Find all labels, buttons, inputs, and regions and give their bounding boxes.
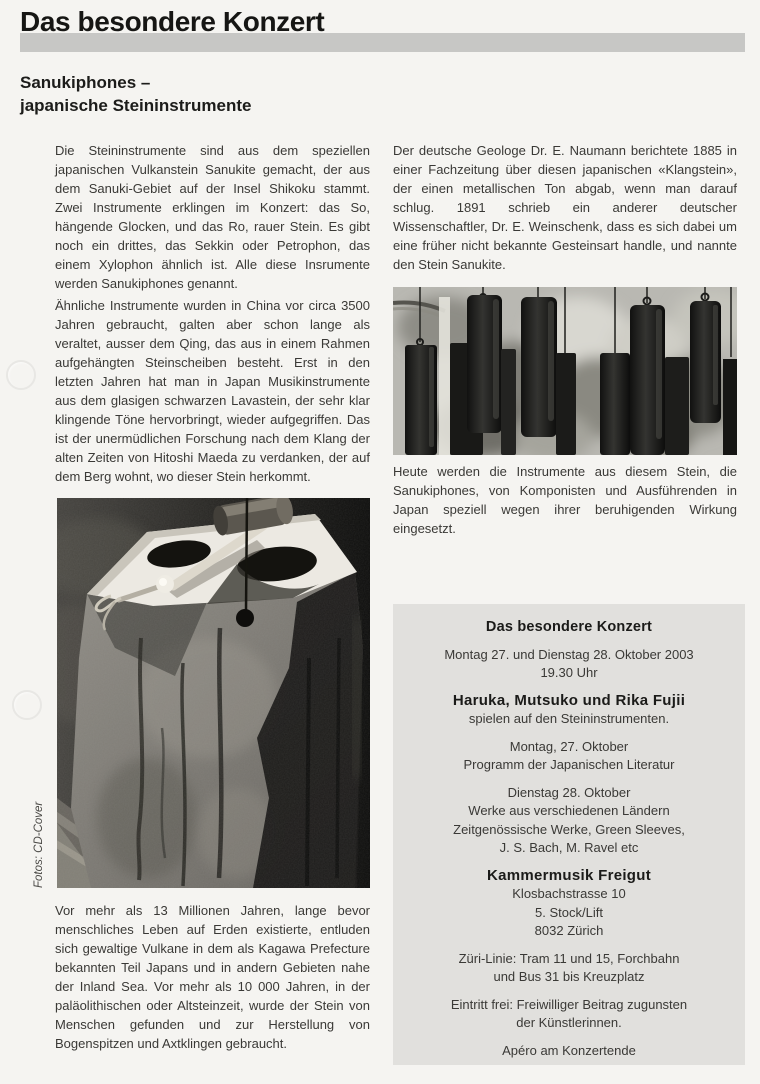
right-paragraph-1: Der deutsche Geologe Dr. E. Naumann berichtete 1885 in einer Fachzeitung über diesen japanischen «Klangstein», der einen metallischen Ton abgab, wenn man darauf schlug. 1891 schrieb ein anderer deutscher Wissenschaftler, Dr. E. Weinschenk, dass es sich dabei um eine früher nicht bekannte Gesteinsart handle, und nannte den Stein Sanukite. <box>393 143 737 272</box>
program-monday-desc: Programm der Japanischen Literatur <box>463 757 675 772</box>
entry-block <box>401 996 737 1033</box>
bells-photo-graphic <box>393 287 737 455</box>
transport-block <box>401 950 737 987</box>
stone-photo-graphic <box>57 498 370 888</box>
punch-hole-bottom <box>12 690 42 720</box>
article-subtitle-line2: japanische Steininstrumente <box>20 96 252 115</box>
article-subtitle-line1: Sanukiphones – <box>20 73 151 92</box>
venue-block <box>401 867 737 941</box>
concert-info-box <box>393 604 745 1065</box>
venue-street: Klosbachstrasse 10 <box>512 886 626 901</box>
punch-hole-top <box>6 360 36 390</box>
program-tuesday-block <box>401 784 737 858</box>
program-tuesday-line1: Werke aus verschiedenen Ländern <box>468 803 670 818</box>
apero-note: Apéro am Konzertende <box>502 1042 636 1058</box>
transport-line2: und Bus 31 bis Kreuzplatz <box>493 969 645 984</box>
program-tuesday-line3: J. S. Bach, M. Ravel etc <box>499 840 639 855</box>
entry-line2: der Künstlerinnen. <box>516 1015 622 1030</box>
stone-bells-photo <box>393 287 737 455</box>
left-paragraph-3: Vor mehr als 13 Millionen Jahren, lange bevor menschliches Leben auf Erden existierte, entluden sich gewaltige Vulkane in dem als Kagawa Prefecture bekannten Teil Japans und in andern Gebieten nahe der Inland Sea. Vor mehr als 10 000 Jahren, in der paläolithischen oder Altsteinzeit, wurde der Stein von Menschen gefunden und zur Herstellung von Bogenspitzen und Axtklingen gebraucht. <box>55 903 370 1051</box>
performers-subtitle: spielen auf den Steininstrumenten. <box>468 711 670 726</box>
performers-names: Haruka, Mutsuko und Rika Fujii <box>452 691 686 709</box>
concert-date: Montag 27. und Dienstag 28. Oktober 2003 <box>444 646 694 662</box>
program-monday-block <box>401 738 737 775</box>
entry-line1: Eintritt frei: Freiwilliger Beitrag zugunsten <box>450 996 688 1012</box>
venue-floor: 5. Stock/Lift <box>535 904 603 920</box>
program-tuesday-title: Dienstag 28. Oktober <box>507 784 631 800</box>
transport-line1: Züri-Linie: Tram 11 und 15, Forchbahn <box>458 950 680 966</box>
left-paragraph-1: Die Steininstrumente sind aus dem speziellen japanischen Vulkanstein Sanukite gemacht, der aus dem Sanuki-Gebiet auf der Insel Shikoku stammt. Zwei Instrumente erklingen im Konzert: das So, hängende Glocken, und das Ro, rauer Stein. Es gibt noch ein drittes, das Sekkin oder Petrophon, das einem Xylophon ähnlich ist. Alle diese Insrumente werden Sanukiphones genannt. <box>55 143 370 291</box>
program-tuesday-line2: Zeitgenössische Werke, Green Sleeves, <box>453 821 685 837</box>
page-title: Das besondere Konzert <box>20 6 325 37</box>
venue-name: Kammermusik Freigut <box>486 866 652 884</box>
concert-date-block <box>401 646 737 683</box>
performers-block <box>401 692 737 729</box>
left-paragraph-2: Ähnliche Instrumente wurden in China vor circa 3500 Jahren gebraucht, galten aber schon lange als veraltet, ausser dem Qing, das aus in einem Rahmen aufgehängten Steinscheiben besteht. Erst in den letzten Jahren hat man in Japan Musikinstrumente aus dem glasigen schwarzen Lavastein, der sehr klar klingende Töne hervorbringt, wieder aufgegriffen. Das ist der unermüdlichen Forschung nach dem Klang der alten Zeiten von Hitoshi Maeda zu verdanken, der auf dem Berg wohnt, wo dieser Stein herkommt. <box>55 298 370 484</box>
concert-box-title: Das besondere Konzert <box>485 619 653 635</box>
photo-credit-caption: Fotos: CD-Cover <box>33 801 45 888</box>
venue-city: 8032 Zürich <box>534 923 604 938</box>
concert-time: 19.30 Uhr <box>540 665 598 680</box>
article-subtitle <box>20 71 251 117</box>
program-monday-title: Montag, 27. Oktober <box>509 738 629 754</box>
bells-photo-caption: Heute werden die Instrumente aus diesem Stein, die Sanukiphones, von Komponisten und Ausführenden in Japan speziell wegen ihrer beruhigenden Wirkung eingesetzt. <box>393 464 737 536</box>
stone-instrument-photo <box>57 498 370 888</box>
